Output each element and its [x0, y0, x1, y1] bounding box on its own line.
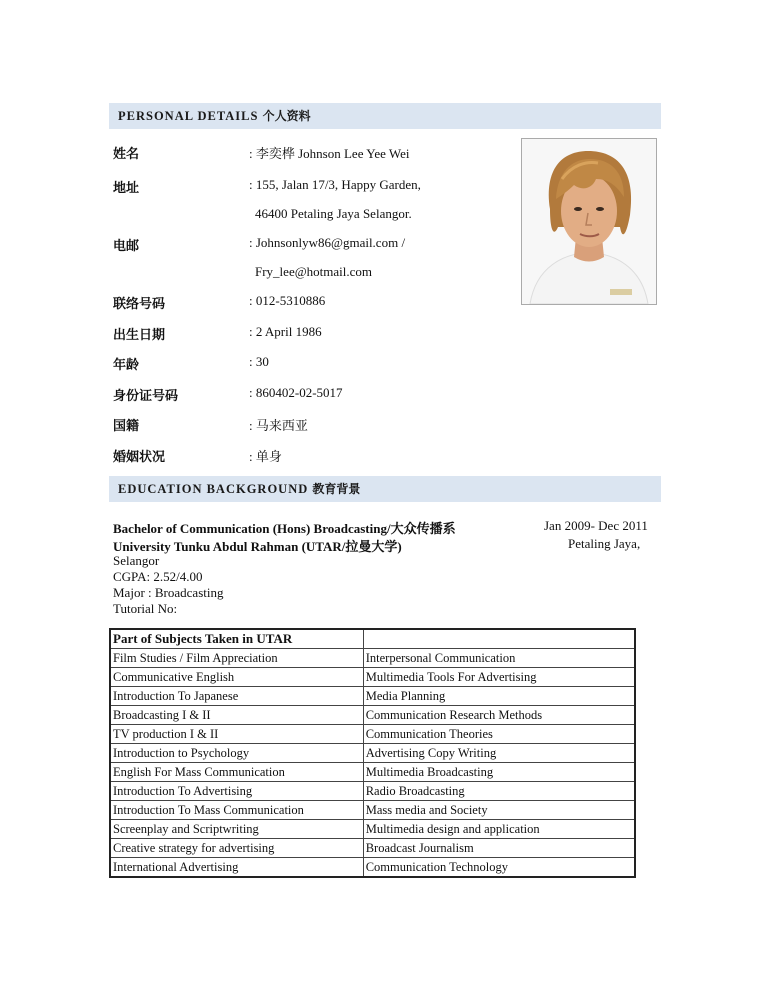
major: Major : Broadcasting — [113, 585, 224, 600]
field-birthdate — [113, 324, 533, 344]
table-cell: TV production I & II — [110, 725, 363, 744]
university-location-continued: Selangor — [113, 553, 160, 568]
field-address-continued — [113, 206, 533, 226]
field-label: 国籍 — [113, 419, 140, 434]
field-value-continued: Fry_lee@hotmail.com — [255, 264, 373, 279]
subjects-table — [109, 628, 636, 878]
table-cell: Introduction to Psychology — [110, 744, 363, 763]
table-header-cell: Part of Subjects Taken in UTAR — [110, 629, 363, 649]
field-address — [113, 177, 533, 197]
table-cell: English For Mass Communication — [110, 763, 363, 782]
table-cell: Screenplay and Scriptwriting — [110, 820, 363, 839]
table-cell: Broadcast Journalism — [363, 839, 635, 858]
table-cell: Mass media and Society — [363, 801, 635, 820]
field-value-continued: 46400 Petaling Jaya Selangor. — [255, 206, 412, 221]
portrait-image — [522, 139, 656, 304]
profile-photo — [521, 138, 657, 305]
table-cell: Advertising Copy Writing — [363, 744, 635, 763]
table-row — [110, 649, 635, 668]
tutorial-number: Tutorial No: — [113, 601, 178, 616]
table-row — [110, 820, 635, 839]
table-row — [110, 839, 635, 858]
field-value: : Johnsonlyw86@gmail.com / — [249, 235, 406, 250]
table-cell: Media Planning — [363, 687, 635, 706]
table-cell: Communicative English — [110, 668, 363, 687]
personal-details-title-zh: 个人资料 — [262, 109, 311, 123]
field-value: : 李奕桦 Johnson Lee Yee Wei — [249, 146, 410, 161]
field-phone — [113, 293, 533, 313]
table-row — [110, 801, 635, 820]
table-cell: Radio Broadcasting — [363, 782, 635, 801]
table-cell: Communication Theories — [363, 725, 635, 744]
field-value: : 2 April 1986 — [249, 324, 322, 339]
table-header-row — [110, 629, 635, 649]
table-row — [110, 706, 635, 725]
field-label: 姓名 — [113, 147, 140, 162]
table-row — [110, 763, 635, 782]
field-label: 年龄 — [113, 358, 140, 373]
table-cell: International Advertising — [110, 858, 363, 878]
table-cell: Multimedia design and application — [363, 820, 635, 839]
degree-title: Bachelor of Communication (Hons) Broadcasting/大众传播系 — [113, 521, 456, 536]
table-cell: Broadcasting I & II — [110, 706, 363, 725]
university-location: Petaling Jaya, — [568, 536, 641, 551]
table-cell: Film Studies / Film Appreciation — [110, 649, 363, 668]
personal-details-header — [109, 103, 661, 129]
field-marital-status — [113, 446, 533, 466]
table-cell: Introduction To Mass Communication — [110, 801, 363, 820]
cgpa: CGPA: 2.52/4.00 — [113, 569, 203, 584]
table-cell: Multimedia Tools For Advertising — [363, 668, 635, 687]
table-row — [110, 725, 635, 744]
table-cell: Interpersonal Communication — [363, 649, 635, 668]
table-cell: Introduction To Advertising — [110, 782, 363, 801]
degree-dates: Jan 2009- Dec 2011 — [544, 518, 648, 533]
field-label: 婚姻状况 — [113, 450, 166, 465]
table-cell: Introduction To Japanese — [110, 687, 363, 706]
table-row — [110, 668, 635, 687]
field-value: : 860402-02-5017 — [249, 385, 343, 400]
field-email — [113, 235, 533, 255]
education-title: EDUCATION BACKGROUND — [118, 482, 309, 496]
table-row — [110, 744, 635, 763]
field-label: 地址 — [113, 181, 140, 196]
personal-details-title: PERSONAL DETAILS — [118, 109, 259, 123]
field-age — [113, 354, 533, 374]
field-email-continued — [113, 264, 533, 284]
field-label: 电邮 — [113, 239, 140, 254]
table-row — [110, 782, 635, 801]
field-label: 出生日期 — [113, 328, 166, 343]
field-value: : 155, Jalan 17/3, Happy Garden, — [249, 177, 421, 192]
field-value: : 012-5310886 — [249, 293, 326, 308]
table-cell: Creative strategy for advertising — [110, 839, 363, 858]
table-cell: Communication Technology — [363, 858, 635, 878]
field-nationality — [113, 415, 533, 435]
table-cell: Multimedia Broadcasting — [363, 763, 635, 782]
table-cell: Communication Research Methods — [363, 706, 635, 725]
field-name — [113, 143, 533, 163]
field-id-number — [113, 385, 533, 405]
field-value: : 30 — [249, 354, 269, 369]
table-row — [110, 858, 635, 878]
table-row — [110, 687, 635, 706]
education-title-zh: 教育背景 — [312, 482, 361, 496]
field-label: 身份证号码 — [113, 389, 179, 404]
education-header — [109, 476, 661, 502]
field-value: : 单身 — [249, 449, 282, 464]
field-label: 联络号码 — [113, 297, 166, 312]
university-name: University Tunku Abdul Rahman (UTAR/拉曼大学) — [113, 539, 402, 554]
table-header-cell-empty — [363, 629, 635, 649]
field-value: : 马来西亚 — [249, 418, 308, 433]
